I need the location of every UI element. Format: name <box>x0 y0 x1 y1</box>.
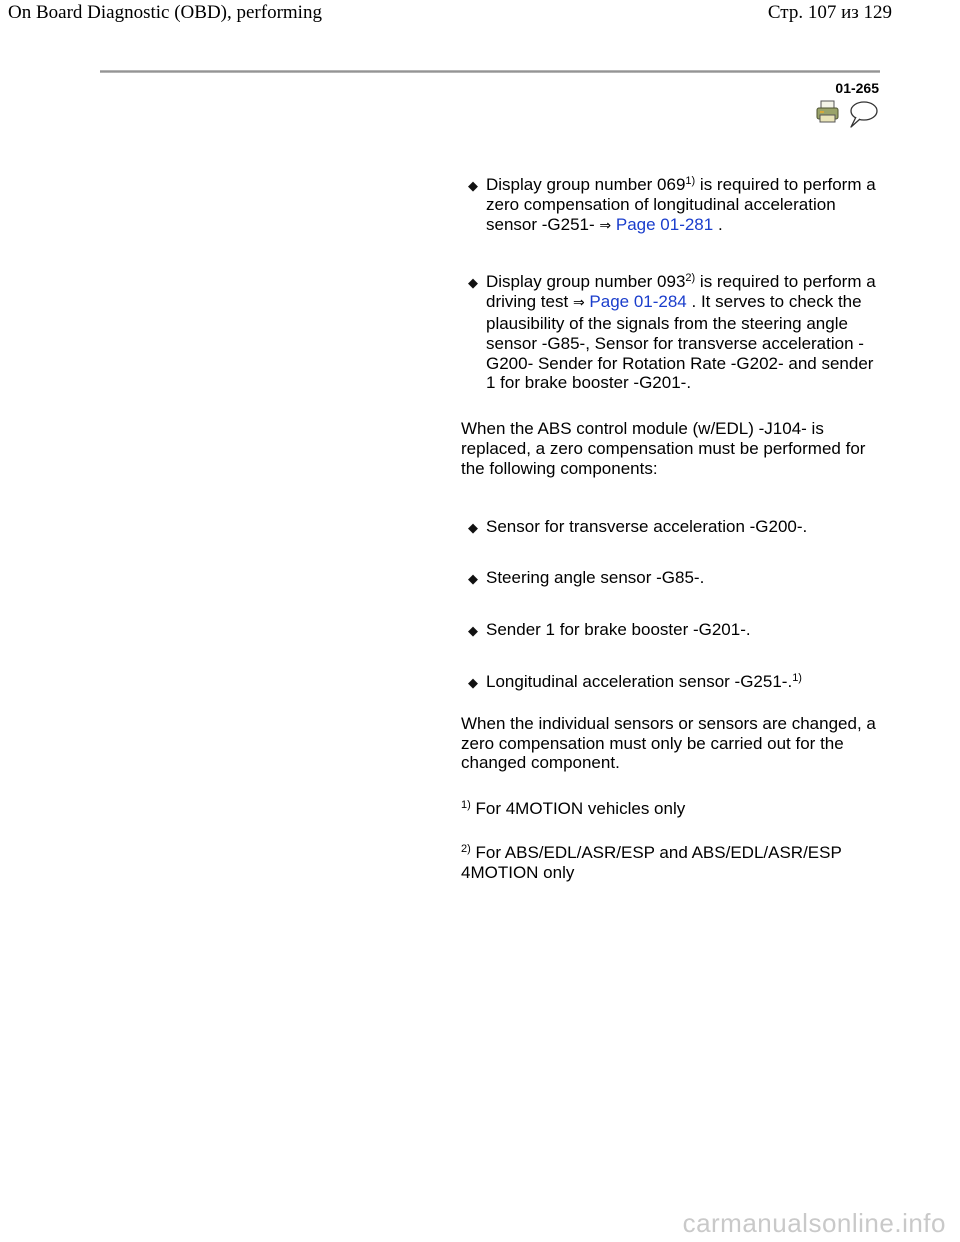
page-link-01-284[interactable]: Page 01-284 <box>589 292 687 312</box>
footnote-2 <box>461 843 881 883</box>
footnote-ref: 2) <box>685 272 696 285</box>
bullet-display-group-069 <box>461 175 881 236</box>
footnote-text: For 4MOTION vehicles only <box>470 799 686 819</box>
diamond-bullet-icon: ◆ <box>468 275 478 291</box>
footnote-ref: 1) <box>685 175 696 187</box>
component-item <box>461 568 881 588</box>
watermark: carmanualsonline.info <box>682 1208 946 1238</box>
procedure-content <box>461 170 881 883</box>
footnote-ref: 1) <box>792 671 802 684</box>
component-item <box>461 672 881 692</box>
arrow-icon: ⇒ <box>599 217 612 234</box>
component-text: Sensor for transverse acceleration -G200-. <box>486 516 808 536</box>
toolbar-icons <box>815 100 879 130</box>
changed-component-paragraph: When the individual sensors or sensors are changed, a zero compensation must only be carried out for the changed component. <box>461 713 876 773</box>
bullet-text-cont: is required to perform a driving test <box>486 272 876 312</box>
diamond-bullet-icon: ◆ <box>468 178 478 193</box>
bullet-text: Display group number 093 <box>486 272 686 292</box>
diamond-bullet-icon: ◆ <box>468 674 478 690</box>
footnote-mark: 1) <box>461 799 471 812</box>
component-text: Longitudinal acceleration sensor -G251-. <box>486 671 793 691</box>
bullet-text-end: . <box>713 214 723 234</box>
footnote-text: For ABS/EDL/ASR/ESP and ABS/EDL/ASR/ESP 4MOTION only <box>461 842 842 882</box>
arrow-icon: ⇒ <box>572 295 585 312</box>
bullet-text: Display group number 069 <box>486 175 686 194</box>
bullet-display-group-093 <box>461 272 881 393</box>
component-text: Steering angle sensor -G85-. <box>486 568 705 588</box>
page-counter: Стр. 107 из 129 <box>767 2 892 23</box>
header-divider <box>100 70 880 73</box>
component-text: Sender 1 for brake booster -G201-. <box>486 620 751 640</box>
diamond-bullet-icon: ◆ <box>468 623 478 639</box>
print-icon[interactable] <box>815 100 845 117</box>
page-number: 01-265 <box>835 80 879 96</box>
page-link-01-281[interactable]: Page 01-281 <box>615 214 714 234</box>
speech-bubble-icon[interactable] <box>845 100 879 117</box>
bullet-text-cont: is required to perform a zero compensation of longitudinal acceleration sensor -G251- <box>486 175 876 234</box>
replacement-paragraph: When the ABS control module (w/EDL) -J104- is replaced, a zero compensation must be performed for the following components: <box>461 419 866 478</box>
diamond-bullet-icon: ◆ <box>468 571 478 587</box>
component-item <box>461 517 881 537</box>
footnote-mark: 2) <box>461 842 471 855</box>
document-title: On Board Diagnostic (OBD), performing <box>8 2 322 23</box>
component-item <box>461 620 881 640</box>
diamond-bullet-icon: ◆ <box>468 519 478 535</box>
bullet-text-end: . It serves to check the plausibility of the signals from the steering angle sensor -G85-, Sensor for transverse acceleration -G200- Sender for Rotation Rate -G202- and sender 1 for brake booster -G201-. <box>486 292 874 393</box>
footnote-1 <box>461 799 881 819</box>
